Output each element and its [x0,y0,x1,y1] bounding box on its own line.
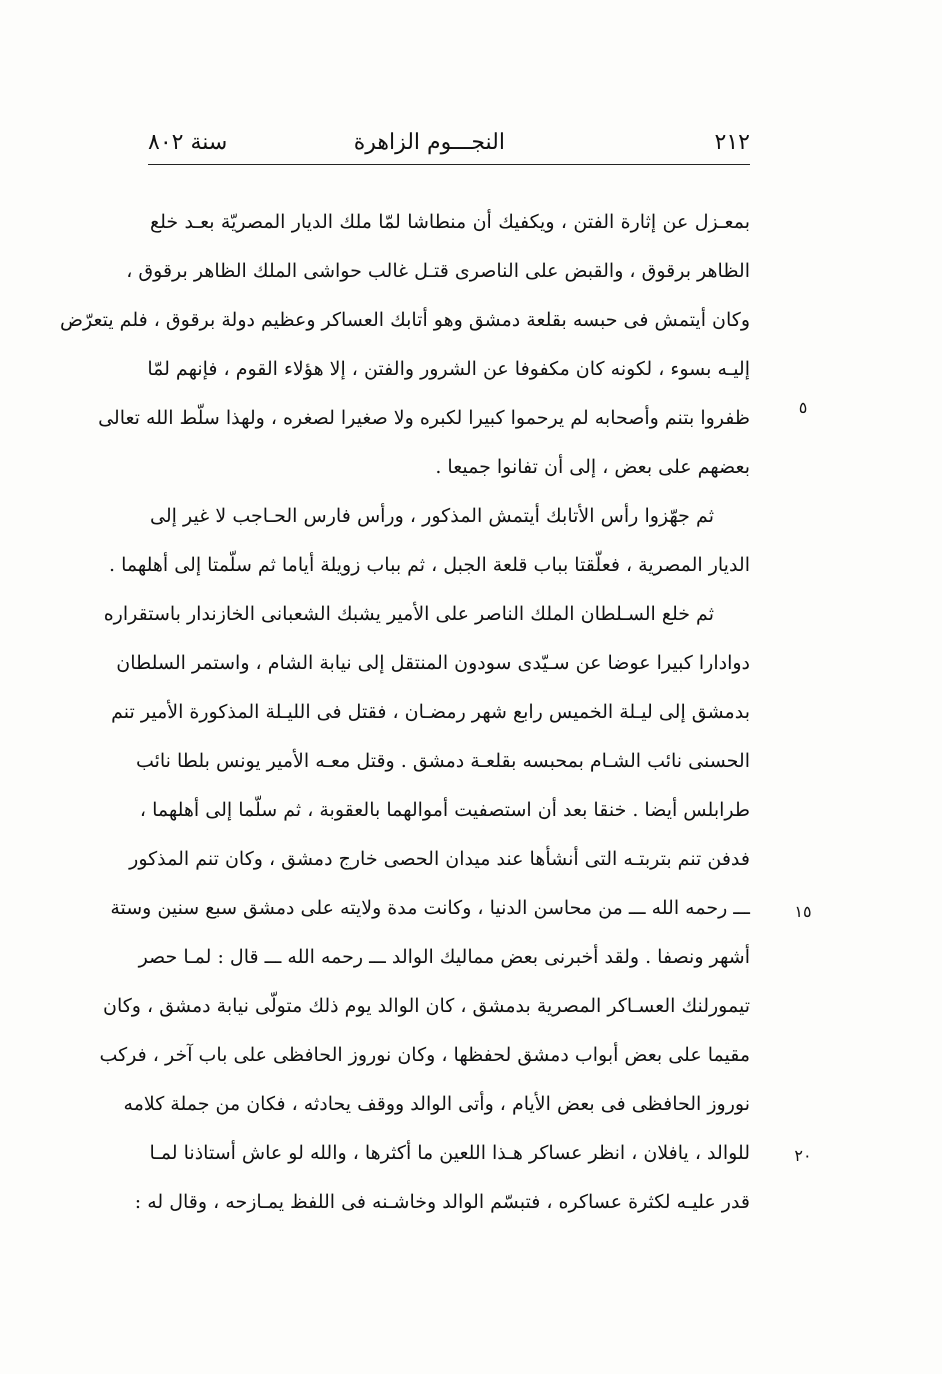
margin-line-number-15: ١٥ [794,902,812,921]
text-line: طرابلس أيضا . خنقا بعد أن استصفيت أموالهما بالعقوبة ، ثم سلّما إلى أهلهما ، [139,799,750,821]
running-title: النجـــوم الزاهرة [353,130,505,155]
text-line: للوالد ، يافلان ، انظر عساكر هـذا اللعين ما أكثرها ، والله لو عاش أستاذنا لمـا [149,1142,750,1164]
text-line: إليـه بسوء ، لكونه كان مكفوفا عن الشرور والفتن ، إلا هؤلاء القوم ، فإنهم لمّا [147,358,750,380]
text-line: ثم جهّزوا رأس الأتابك أيتمش المذكور ، ورأس فارس الحـاجب لا غير إلى [150,505,714,527]
running-header [148,128,750,168]
text-line: بدمشق إلى ليـلة الخميس رابع شهر رمضـان ، فقتل فى الليـلة المذكورة الأمير تنم [111,701,750,723]
page-number: ٢١٢ [714,130,750,155]
header-rule [148,164,750,165]
text-line: ثم خلع السـلطان الملك الناصر على الأمير يشبك الشعبانى الخازندار باستقراره [103,603,714,625]
text-line: نوروز الحافظى فى بعض الأيام ، وأتى الوالد ووقف يحادثه ، فكان من جملة كلامه [123,1093,750,1115]
text-line: تيمورلنك العسـاكر المصرية بدمشق ، كان الوالد يوم ذلك متولّى نيابة دمشق ، وكان [103,995,750,1017]
body-text [60,198,750,1227]
text-line: الديار المصرية ، فعلّقتا بباب قلعة الجبل ، ثم بباب زويلة أياما ثم سلّمتا إلى أهلهما . [108,554,750,576]
text-line: أشهر ونصفا . ولقد أخبرنى بعض مماليك الوالد ـــ رحمه الله ـــ قال : لمـا حصر [138,946,750,968]
margin-line-number-20: ٢٠ [794,1146,812,1165]
text-line: ظفروا بتنم وأصحابه لم يرحموا كبيرا لكبره ولا صغيرا لصغره ، ولهذا سلّط الله تعالى [98,407,750,429]
text-line: الحسنى نائب الشـام بمحبسه بقلعـة دمشق . وقتل معـه الأمير يونس بلطا نائب [135,750,750,772]
text-line: دوادارا كبيرا عوضا عن سـيّدى سودون المنتقل إلى نيابة الشام ، واستمر السلطان [116,652,750,674]
year-label: سنة ٨٠٢ [148,130,228,155]
text-line: ـــ رحمه الله ـــ من محاسن الدنيا ، وكانت مدة ولايته على دمشق سبع سنين وستة [110,897,750,919]
text-line: فدفن تنم بتربتـه التى أنشأها عند ميدان الحصى خارج دمشق ، وكان تنم المذكور [129,848,750,870]
text-line: قدر عليـه لكثرة عساكره ، فتبسّم الوالد وخاشـنه فى اللفظ يمـازحه ، وقال له : [134,1191,750,1213]
text-line: بعضهم على بعض ، إلى أن تفانوا جميعا . [435,456,750,478]
text-line: وكان أيتمش فى حبسه بقلعة دمشق وهو أتابك العساكر وعظيم دولة برقوق ، فلم يتعرّض [60,309,750,331]
text-line: مقيما على بعض أبواب دمشق لحفظها ، وكان نوروز الحافظى على باب آخر ، فركب [99,1044,750,1066]
text-line: الظاهر برقوق ، والقبض على الناصرى قتـل غالب حواشى الملك الظاهر برقوق ، [126,260,750,282]
text-line: بمعـزل عن إثارة الفتن ، ويكفيك أن منطاشا لمّا ملك الديار المصريّة بعـد خلع [150,211,750,233]
margin-line-number-5: ٥ [798,398,808,417]
